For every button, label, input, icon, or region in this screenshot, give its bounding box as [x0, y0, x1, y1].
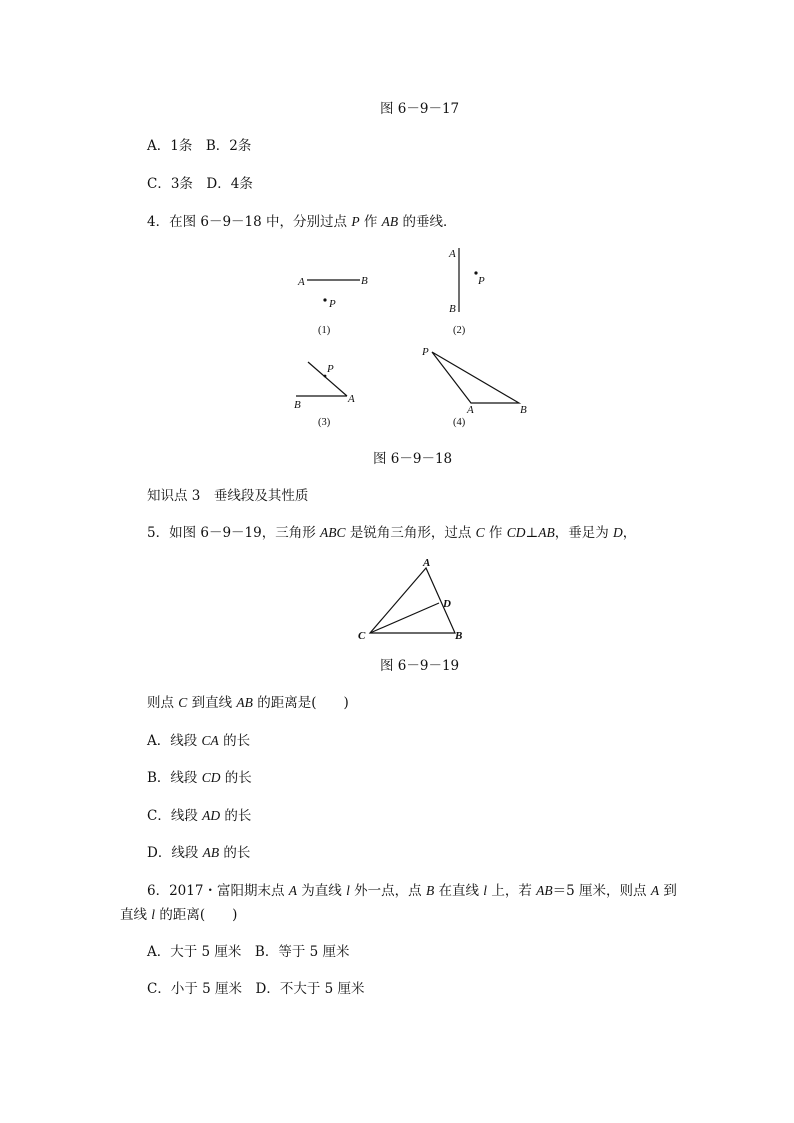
q6-point-a: A — [650, 883, 660, 898]
q5-option-b — [147, 769, 252, 787]
q5-option-c — [147, 807, 251, 825]
q4-text: 作 — [359, 214, 382, 230]
figure-caption-6-9-18: 图 6－9－18 — [373, 451, 453, 467]
q5-stem-line-ab: AB — [236, 695, 253, 710]
q6-text: 为直线 — [297, 883, 347, 899]
fig18-1-label-b: B — [361, 275, 368, 287]
option-text: 的长 — [219, 845, 251, 861]
fig18-4-triangle-pab — [432, 352, 519, 403]
q6-options-line-1: A．大于 5 厘米 B．等于 5 厘米 — [147, 944, 350, 960]
q5-text: 是锐角三角形，过点 — [345, 525, 476, 541]
q6-text: 6．2017・富阳期末点 — [147, 883, 289, 899]
q6-text: 直线 — [120, 907, 152, 923]
question-6-line-1 — [147, 882, 677, 900]
figure-caption-6-9-17: 图 6－9－17 — [380, 101, 460, 117]
q5-stem-point-c: C — [178, 695, 188, 710]
option-segment: AD — [202, 808, 221, 823]
fig18-1-number: (1) — [318, 325, 331, 336]
fig18-4-label-b: B — [520, 404, 527, 416]
fig18-3-label-p: P — [327, 363, 334, 375]
q6-text: 在直线 — [434, 883, 484, 899]
q5-text: 作 — [484, 525, 507, 541]
q4-line-ab: AB — [381, 214, 399, 229]
fig18-2-number: (2) — [453, 325, 466, 336]
q5-segment-ab: AB — [538, 525, 555, 540]
q5-text: ， — [622, 525, 637, 541]
option-text: 的长 — [218, 733, 251, 749]
question-6-line-2 — [120, 906, 237, 924]
fig18-2-label-a: A — [449, 248, 456, 260]
q6-line-l: l — [483, 883, 488, 898]
q6-line-l: l — [151, 907, 156, 922]
option-text: 的长 — [220, 770, 252, 786]
fig18-1-label-p: P — [329, 298, 336, 310]
fig19-label-a: A — [423, 557, 431, 569]
fig18-4-number: (4) — [453, 417, 466, 428]
q5-text: 5．如图 6－9－19，三角形 — [147, 525, 321, 541]
fig18-4-label-a: A — [467, 404, 474, 416]
q5-stem-text: 则点 — [147, 695, 179, 711]
fig19-segment-cd — [370, 603, 439, 633]
question-5 — [147, 524, 636, 542]
option-text: C．线段 — [147, 808, 203, 824]
q6-text: 到 — [659, 883, 677, 899]
fig18-3-point-p — [324, 375, 327, 378]
q5-segment-cd: CD — [506, 525, 526, 540]
q4-text: 4．在图 6－9－18 中，分别过点 — [147, 214, 352, 230]
fig18-3-label-a: A — [348, 393, 355, 405]
q5-stem-text: 的距离是( ) — [252, 695, 349, 711]
q3-options-line-2: C．3条 D．4条 — [147, 176, 253, 192]
fig18-1-label-a: A — [298, 276, 305, 288]
q6-text: 外一点，点 — [349, 883, 426, 899]
q6-point-a: A — [288, 883, 297, 898]
q3-options-line-1: A．1条 B．2条 — [147, 138, 252, 154]
q5-option-a — [147, 732, 250, 750]
q5-triangle-abc: ABC — [320, 525, 346, 540]
fig18-4-label-p: P — [422, 346, 429, 358]
fig19-label-b: B — [455, 630, 463, 642]
q6-text: ＝5 厘米，则点 — [552, 883, 651, 899]
fig18-2-label-p: P — [478, 275, 485, 287]
fig18-1-point-p — [323, 298, 326, 301]
q4-text: 的垂线． — [398, 214, 457, 230]
fig19-label-c: C — [358, 630, 366, 642]
q5-stem-text: 到直线 — [187, 695, 237, 711]
q5-perp-symbol: ⊥ — [525, 525, 539, 541]
option-text: A．线段 — [147, 733, 202, 749]
q6-text: 的距离( ) — [155, 907, 238, 923]
fig18-3-number: (3) — [318, 417, 331, 428]
option-segment: CA — [201, 733, 219, 748]
q6-line-l: l — [346, 883, 350, 898]
option-segment: CD — [201, 770, 221, 785]
section-heading-3: 知识点 3 垂线段及其性质 — [147, 488, 309, 504]
option-text: 的长 — [220, 808, 252, 824]
fig19-label-d: D — [443, 598, 451, 610]
q5-stem — [147, 694, 349, 712]
option-segment: AB — [202, 845, 220, 860]
q5-option-d — [147, 844, 250, 862]
fig18-3-label-b: B — [294, 399, 301, 411]
q6-point-b: B — [425, 883, 435, 898]
q5-text: ，垂足为 — [554, 525, 613, 541]
figure-caption-6-9-19: 图 6－9－19 — [380, 658, 460, 674]
q6-segment-ab: AB — [536, 883, 553, 898]
q5-point-d: D — [613, 525, 623, 540]
q6-text: 上，若 — [487, 883, 537, 899]
option-text: B．线段 — [147, 770, 202, 786]
q4-point-p: P — [351, 214, 360, 229]
fig18-2-label-b: B — [449, 303, 456, 315]
q5-point-c: C — [475, 525, 485, 540]
q6-options-line-2: C．小于 5 厘米 D．不大于 5 厘米 — [147, 981, 365, 997]
option-text: D．线段 — [147, 845, 203, 861]
